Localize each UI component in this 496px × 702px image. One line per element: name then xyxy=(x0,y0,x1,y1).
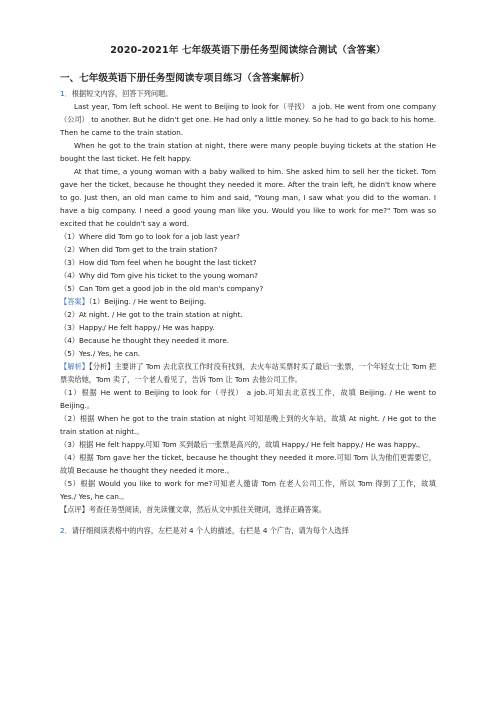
question-instruction: 根据短文内容，回答下列问题。 xyxy=(71,89,173,98)
sub-question: （3）How did Tom feel when he bought the last ticket? xyxy=(60,258,257,267)
passage-paragraph-3: At that time, a young woman with a baby walked to him. She asked him to sell her the ticket. Tom gave her the ticket, because he thought they needed it more. After the train left, he didn't know where to go. Just then, an old man came to him and said, "Young man, I saw what you did to the woman. I have a big company. I need a good young man like you. Would you like to work for me?" Tom was so excited that he couldn't say a word. xyxy=(60,167,436,228)
section-heading: 一、七年级英语下册任务型阅读专项目练习（含答案解析） xyxy=(60,73,310,84)
question-1-header xyxy=(60,87,436,100)
answer-line-1 xyxy=(60,295,436,308)
question-number: 1． xyxy=(60,89,72,98)
sub-question: （5）Can Tom get a good job in the old man's company? xyxy=(60,284,264,293)
answer-line: （3）Happy./ He felt happy./ He was happy. xyxy=(60,323,215,332)
answer-line: （4）Because he thought they needed it more. xyxy=(60,336,230,345)
question-text: 请仔细阅读表格中的内容，左栏是对 4 个人的描述，右栏是 4 个广告，请为每个人选择 xyxy=(71,526,349,535)
analysis-text: 【分析】主要讲了 Tom 去北京找工作时没有找到，去火车站买票时买了最后一张票，一个年轻女士让 Tom 把票卖给她，Tom 卖了，一个老人看见了，告诉 Tom 让 Tom 去他公司工作。 xyxy=(60,362,436,384)
sub-question: （1）Where did Tom go to look for a job last year? xyxy=(60,232,240,241)
sub-question: （2）When did Tom get to the train station? xyxy=(60,245,218,254)
document-title: 2020-2021年 七年级英语下册任务型阅读综合测试（含答案） xyxy=(110,45,386,56)
sub-question: （4）Why did Tom give his ticket to the young woman? xyxy=(60,271,258,280)
answer-line: （5）Yes./ Yes, he can. xyxy=(60,349,141,358)
question-number: 2． xyxy=(60,526,72,535)
question-2-header xyxy=(60,524,436,537)
analysis-item: （2）根据 When he got to the train station at night 可知是晚上到的火车站，故填 At night. / He got to the train station at night.。 xyxy=(60,414,436,436)
analysis-tag: 【解析】 xyxy=(60,362,90,371)
analysis-item: （4）根据 Tom gave her the ticket, because he thought they needed it more.可知 Tom 认为他们更需要它，故填 Because he thought they needed it more.。 xyxy=(60,453,436,475)
answer-tag: 【答案】 xyxy=(60,297,89,306)
answer-line: （2）At night. / He got to the train station at night. xyxy=(60,310,243,319)
answer-text: （1）Beijing. / He went to Beijing. xyxy=(88,297,207,306)
analysis-item: （1）根据 He went to Beijing to look for（寻找） a job.可知去北京找工作，故填 Beijing. / He went to Beijing.。 xyxy=(60,388,436,410)
passage-paragraph-2: When he got to the train station at night, there were many people buying tickets at the station He bought the last ticket. He felt happy. xyxy=(60,141,436,163)
analysis-item: （3）根据 He felt happy.可知 Tom 买到最后一张票是高兴的，故填 Happy./ He felt happy./ He was happy.。 xyxy=(60,440,425,449)
analysis-item: （5）根据 Would you like to work for me?可知老人邀请 Tom 在老人公司工作，所以 Tom 得到了工作，故填 Yes./ Yes, he can.。 xyxy=(60,479,436,501)
passage-paragraph-1: Last year, Tom left school. He went to Beijing to look for（寻找） a job. He went from one company（公司） to another. But he didn't get one. He had only a little money. So he had to go back to his home. Then he came to the train station. xyxy=(60,102,436,137)
analysis-intro xyxy=(60,360,436,386)
comment: 【点评】考查任务型阅读，首先读懂文章，然后从文中抓住关键词，选择正确答案。 xyxy=(60,505,326,514)
